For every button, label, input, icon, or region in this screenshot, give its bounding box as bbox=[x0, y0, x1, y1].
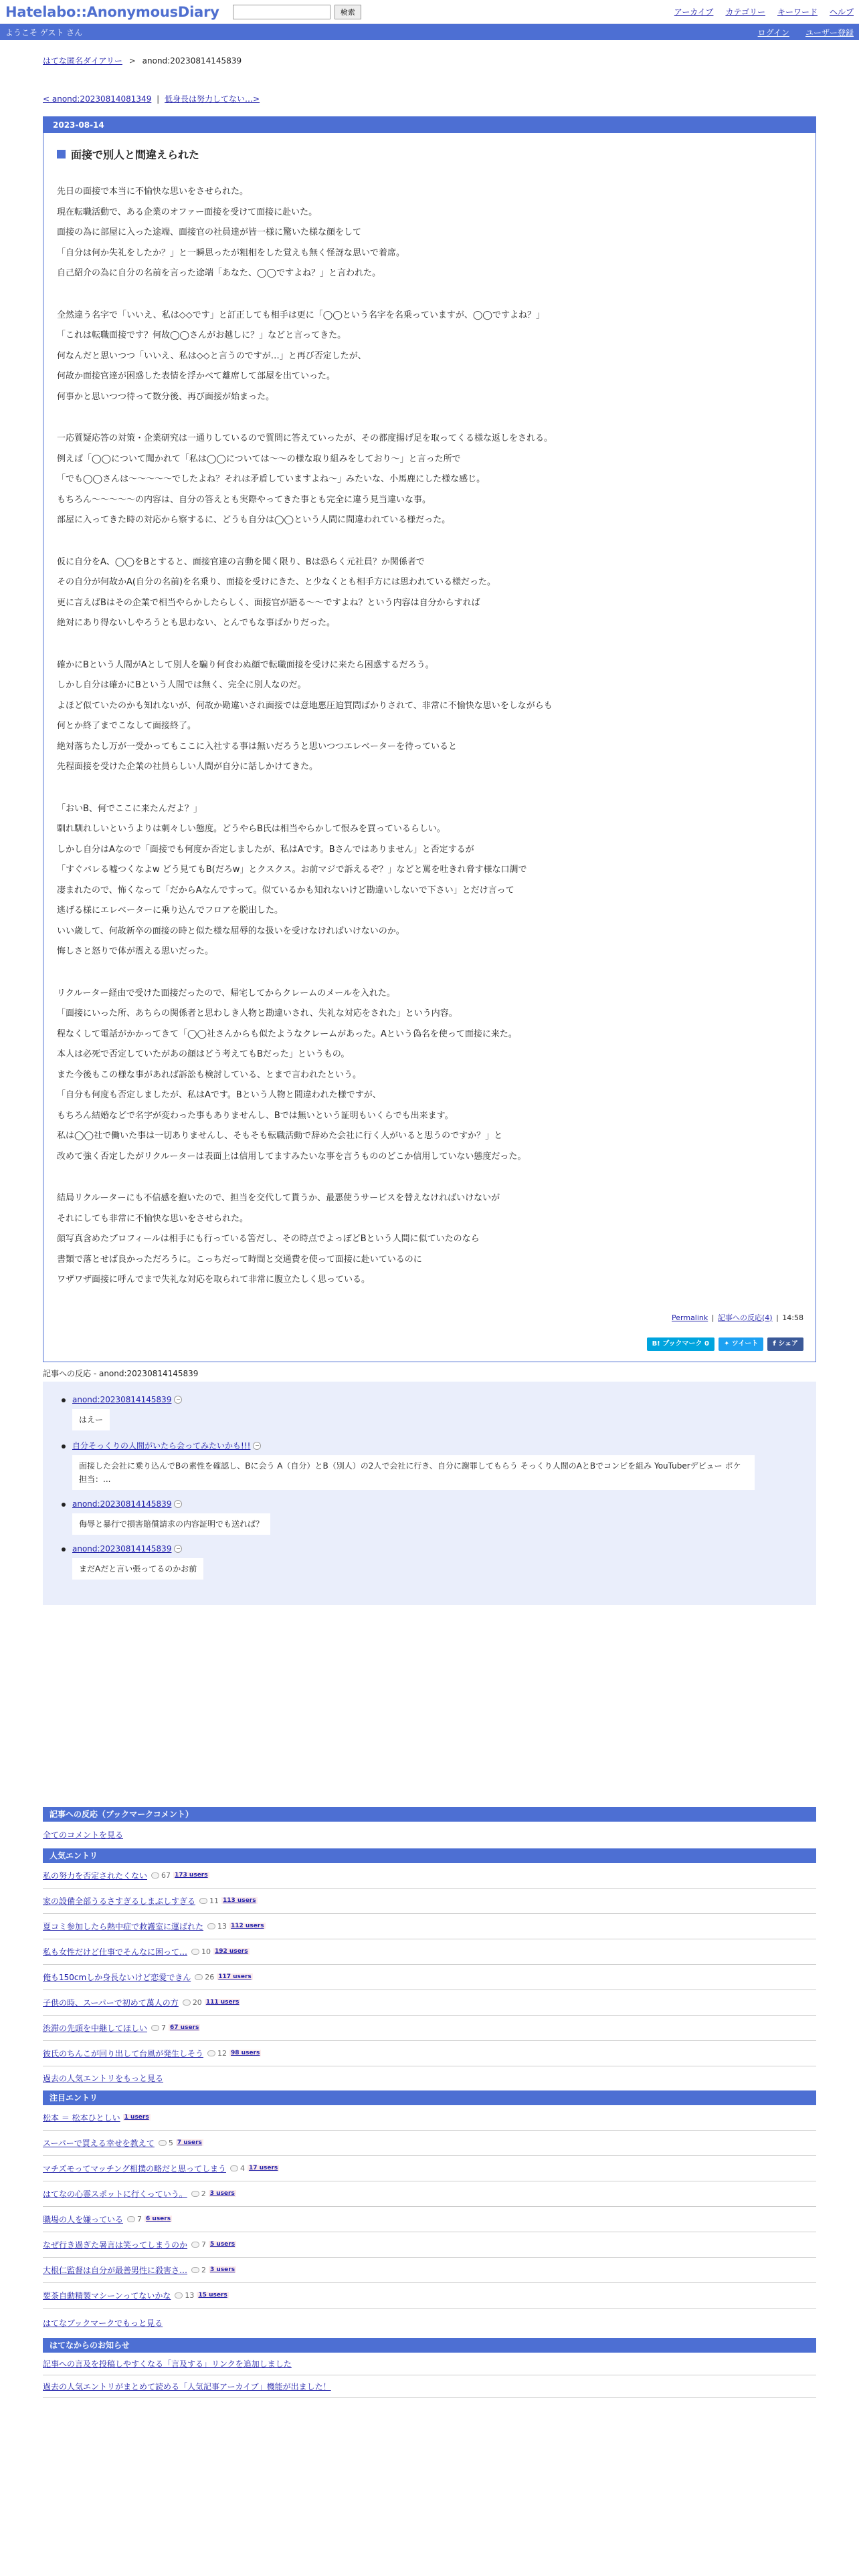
tweet-button[interactable] bbox=[719, 1337, 763, 1351]
prev-next-nav bbox=[43, 93, 816, 104]
comment-count[interactable] bbox=[175, 2291, 194, 2300]
entry-list-link[interactable]: 松本 ＝ 松本ひとしい bbox=[43, 2113, 120, 2123]
reactions-heading: 記事への反応 - anond:20230814145839 bbox=[43, 1368, 199, 1378]
reaction-link[interactable]: 自分そっくりの人間がいたら会ってみたいかも!!! bbox=[72, 1440, 251, 1451]
entry-text-line: 一応質疑応答の対策・企業研究は一通りしているので質問に答えていったが、その都度揚げ足を取ってくる様な返しをされる。 bbox=[57, 433, 553, 443]
comment-count-value: 10 bbox=[201, 1947, 211, 1956]
entry-text-line: 確かにBという人間がAとして別人を騙り何食わぬ顔で転職面接を受けに来たら困惑するだろう。 bbox=[57, 659, 434, 670]
entry-footer bbox=[43, 1312, 816, 1323]
comment-count[interactable] bbox=[191, 2189, 206, 2198]
popular-more-row bbox=[43, 2066, 816, 2090]
comment-count-value: 5 bbox=[168, 2138, 173, 2147]
entry-text-line: ワザワザ面接に呼んでまで失礼な対応を取られて非常に腹立たしく思っている。 bbox=[57, 1275, 371, 1285]
entry-text-line: 絶対にあり得ないしやろうとも思わない、とんでもな事ばかりだった。 bbox=[57, 618, 336, 628]
account-link[interactable]: ログイン bbox=[757, 27, 789, 37]
comment-bubble-icon bbox=[191, 2267, 199, 2273]
top-nav-link[interactable]: ヘルプ bbox=[829, 7, 854, 17]
comment-bubble-icon bbox=[183, 2000, 191, 2006]
bookmark-users-badge[interactable]: 111 users bbox=[205, 1999, 240, 2006]
entry-text-line: 「でも◯◯さんは〜〜〜〜〜でしたよね？それは矛盾していますよね〜」みたいな、小馬鹿にした様な感じ。 bbox=[57, 474, 486, 484]
reaction-item bbox=[72, 1395, 816, 1430]
reaction-item bbox=[72, 1440, 816, 1490]
entry-text-line: 結局リクルーターにも不信感を抱いたので、担当を交代して貰うか、最悪使うサービスを替えなければいけないが bbox=[57, 1193, 500, 1203]
entry-list-link[interactable]: 俺も150cmしか身長ないけど恋愛できん bbox=[43, 1972, 191, 1982]
entry-text-line: いい歳して、何故新卒の面接の時と似た様な屈辱的な扱いを受けなければいけないのか。 bbox=[57, 926, 405, 936]
popular-entries-list bbox=[43, 1863, 816, 2066]
blank-spacer bbox=[43, 1605, 816, 1807]
share-buttons bbox=[43, 1323, 816, 1362]
entry-list-row bbox=[43, 2232, 816, 2258]
top-nav bbox=[674, 6, 854, 17]
entry-text-line: 何とか終了までこなして面接終了。 bbox=[57, 721, 197, 731]
comment-count-value: 7 bbox=[137, 2214, 142, 2224]
comment-count-value: 12 bbox=[217, 2048, 227, 2058]
comment-count[interactable] bbox=[127, 2215, 142, 2224]
next-entry-link[interactable]: 低身長は努力してない…> bbox=[165, 94, 260, 104]
entry-list-link[interactable]: マチズモってマッチング相撲の略だと思ってしまう bbox=[43, 2163, 226, 2173]
comment-count[interactable] bbox=[195, 1973, 214, 1981]
top-header bbox=[0, 0, 859, 24]
entry-text-line: 何なんだと思いつつ「いいえ、私は◇◇と言うのですが…」と再び否定したが、 bbox=[57, 350, 367, 361]
reaction-link[interactable]: anond:20230814145839 bbox=[72, 1499, 172, 1509]
breadcrumb-separator: > bbox=[128, 56, 136, 66]
comment-bubble-icon bbox=[127, 2216, 135, 2222]
attention-entries-heading: 注目エントリ bbox=[43, 2090, 816, 2105]
comment-bubble-icon bbox=[191, 2191, 199, 2197]
account-links bbox=[758, 27, 854, 38]
comment-bubble-icon bbox=[230, 2165, 238, 2171]
entry-text-line: 何事かと思いつつ待って数分後、再び面接が始まった。 bbox=[57, 391, 275, 402]
entry-list-link[interactable]: 私の努力を否定されたくない bbox=[43, 1870, 148, 1881]
entry-text-line: 自己紹介の為に自分の名前を言った途端「あなた、◯◯ですよね？」と言われた。 bbox=[57, 268, 381, 278]
entry-list-link[interactable]: 私も女性だけど仕事でそんなに困って… bbox=[43, 1947, 188, 1957]
entry-text-line: もちろん結婚などで名字が変わった事もありませんし、Bでは無いという証明もいくらでも出来ます。 bbox=[57, 1110, 454, 1121]
permalink[interactable]: Permalink bbox=[672, 1313, 708, 1322]
comment-count[interactable] bbox=[199, 1897, 219, 1905]
collapse-toggle-icon[interactable]: − bbox=[174, 1545, 182, 1553]
bookmark-users-badge[interactable]: 192 users bbox=[215, 1948, 248, 1955]
reaction-header bbox=[72, 1544, 816, 1554]
entry-paragraph bbox=[57, 552, 816, 634]
comment-bubble-icon bbox=[175, 2292, 183, 2298]
entry-text-line: 現在転職活動で、ある企業のオファー面接を受けて面接に赴いた。 bbox=[57, 207, 318, 217]
entry-text-line: 私は◯◯社で働いた事は一切ありませんし、そもそも転職活動で辞めた会社に行く人がいると思うのですか？」と bbox=[57, 1131, 503, 1141]
entry-text-line: しかし自分はAなので「面接でも何度か否定しましたが、私はAです。Bさんではありません」と否定するが bbox=[57, 844, 474, 855]
collapse-toggle-icon[interactable]: − bbox=[253, 1442, 261, 1450]
prev-entry-link[interactable]: < anond:20230814081349 bbox=[43, 94, 152, 104]
reaction-link[interactable]: anond:20230814145839 bbox=[72, 1394, 172, 1404]
entry-text-line: よほど似ていたのかも知れないが、何故か勘違いされ面接では意地悪圧迫質問ばかりされて、非常に不愉快な思いをしながらも bbox=[57, 700, 553, 711]
footer-separator: | bbox=[776, 1313, 779, 1322]
breadcrumb bbox=[43, 55, 816, 66]
comment-count-value: 13 bbox=[185, 2290, 195, 2300]
entry-text-line: また今後もこの様な事があれば訴訟も検討している、とまで言われたという。 bbox=[57, 1069, 362, 1080]
entry-text-line: 何故か面接官達が困惑した表情を浮かべて離席して部屋を出ていった。 bbox=[57, 371, 336, 381]
entry-paragraph bbox=[57, 429, 816, 531]
comment-count[interactable] bbox=[183, 1998, 202, 2007]
entry-list-link[interactable]: 渋滞の先頭を中継してほしい bbox=[43, 2023, 148, 2033]
attention-more-link[interactable]: はてなブックマークでもっと見る bbox=[43, 2319, 163, 2328]
entry-list-row bbox=[43, 2181, 816, 2207]
comment-count-value: 20 bbox=[192, 1998, 202, 2007]
entry-title bbox=[57, 146, 816, 162]
entry-text-line: 顔写真含めたプロフィールは相手にも行っている筈だし、その時点でよっぽどBという人間に似ていたのなら bbox=[57, 1234, 480, 1244]
entry-text-line: 「自分も何度も否定しましたが、私はAです。Bという人物と間違われた様ですが、 bbox=[57, 1090, 381, 1100]
comment-count-value: 7 bbox=[161, 2023, 167, 2032]
entry-text-line: 仮に自分をA、◯◯をBとすると、面接官達の言動を聞く限り、Bは恐らく元社員？か関係者で bbox=[57, 556, 425, 567]
comment-bubble-icon bbox=[207, 2050, 215, 2056]
entry-text-line: 「これは転職面接です？何故◯◯さんがお越しに？」などと言ってきた。 bbox=[57, 330, 347, 340]
comment-count[interactable] bbox=[207, 1922, 227, 1931]
comment-count-value: 2 bbox=[201, 2265, 207, 2274]
attention-entries-list bbox=[43, 2105, 816, 2309]
breadcrumb-current: anond:20230814145839 bbox=[142, 56, 242, 66]
entry-title-text: 面接で別人と間違えられた bbox=[71, 148, 200, 161]
entry-time: 14:58 bbox=[782, 1313, 803, 1322]
entry-paragraph bbox=[57, 984, 816, 1168]
main-container bbox=[43, 55, 816, 2398]
bookmark-users-badge[interactable]: 3 users bbox=[209, 2190, 235, 2197]
entry-list-row bbox=[43, 2016, 816, 2041]
comment-count[interactable] bbox=[207, 2049, 227, 2058]
comment-bubble-icon bbox=[199, 1898, 207, 1904]
entry-list-row bbox=[43, 1965, 816, 1990]
popular-more-link[interactable]: 過去の人気エントリをもっと見る bbox=[43, 2074, 164, 2083]
bookmark-users-badge[interactable]: 6 users bbox=[146, 2216, 171, 2222]
entry-text-line: 本人は必死で否定していたがあの顔はどう考えてもBだった」というもの。 bbox=[57, 1049, 350, 1059]
bookmark-comments-heading: 記事への反応（ブックマークコメント） bbox=[43, 1807, 816, 1822]
facebook-icon: f bbox=[773, 1339, 779, 1348]
entry-text-line: 面接の為に部屋に入った途端、面接官の社員達が皆一様に驚いた様な顔をして bbox=[57, 227, 362, 237]
comment-count[interactable] bbox=[191, 2266, 206, 2274]
prev-next-separator: | bbox=[157, 94, 160, 104]
entry-text-line: 先程面接を受けた企業の社員らしい人間が自分に話しかけてきた。 bbox=[57, 762, 318, 772]
comment-count-value: 11 bbox=[209, 1896, 219, 1905]
welcome-text: ようこそ ゲスト さん bbox=[5, 27, 83, 37]
comment-count-value: 26 bbox=[205, 1972, 215, 1981]
account-link[interactable]: ユーザー登録 bbox=[805, 27, 854, 37]
diary-entry bbox=[43, 116, 816, 1362]
comment-count[interactable] bbox=[159, 2139, 173, 2147]
bookmark-users-badge[interactable]: 7 users bbox=[177, 2139, 202, 2146]
notices-heading: はてなからのお知らせ bbox=[43, 2338, 816, 2353]
breadcrumb-root-link[interactable]: はてな匿名ダイアリー bbox=[43, 56, 122, 66]
entry-list-link[interactable]: はてなの心霊スポットに行くっていう。 bbox=[43, 2189, 187, 2199]
twitter-bird-icon: ✦ bbox=[723, 1339, 732, 1348]
bookmark-users-badge[interactable]: 17 users bbox=[248, 2165, 278, 2171]
bookmark-users-badge[interactable]: 112 users bbox=[231, 1923, 264, 1929]
entry-list-row bbox=[43, 1990, 816, 2016]
entry-list-link[interactable]: 大根仁監督は自分が最善男性に殺害さ… bbox=[43, 2265, 188, 2275]
entry-list-row bbox=[43, 2258, 816, 2283]
top-nav-link[interactable]: カテゴリー bbox=[725, 7, 765, 17]
entry-text-line: 悔しさと怒りで体が震える思いだった。 bbox=[57, 946, 214, 956]
bookmark-users-badge[interactable]: 117 users bbox=[218, 1973, 252, 1980]
entry-paragraph bbox=[57, 799, 816, 962]
entry-list-row bbox=[43, 2105, 816, 2131]
entry-text-line: 改めて強く否定したがリクルーターは表面上は信用してますみたいな事を言うもののどこか信用していない態度だった。 bbox=[57, 1151, 527, 1162]
entry-list-link[interactable]: 彼氏のちんこが回り出して台風が発生しそう bbox=[43, 2048, 204, 2058]
collapse-toggle-icon[interactable]: − bbox=[174, 1396, 182, 1404]
entry-text-line: 「すぐバレる嘘つくなよw どう見てもB(だろw」とクスクス。お前マジで訴えるぞ？」などと罵を吐きれ脅す様な口調で bbox=[57, 865, 527, 875]
entry-text-line: 「面接にいった所、あちらの関係者と思わしき人物と勘違いされ、失礼な対応をされた」という内容。 bbox=[57, 1008, 458, 1018]
reaction-body: まだAだと言い張ってるのかお前 bbox=[72, 1558, 203, 1580]
entry-list-row bbox=[43, 2283, 816, 2309]
entry-list-row bbox=[43, 1863, 816, 1889]
bookmark-users-badge[interactable]: 67 users bbox=[170, 2024, 199, 2031]
popular-entries-heading: 人気エントリ bbox=[43, 1848, 816, 1863]
entry-paragraph bbox=[57, 306, 816, 408]
search-input[interactable] bbox=[233, 5, 330, 19]
entry-text-line: その自分が何故かA(自分の名前)を名乗り、面接を受けにきた、と少なくとも相手方には思われている様だった。 bbox=[57, 577, 496, 587]
search-button[interactable]: 検索 bbox=[335, 5, 361, 19]
entry-paragraph bbox=[57, 655, 816, 778]
entry-list-link[interactable]: 家の設備全部うるさすぎるしまぶしすぎる bbox=[43, 1896, 196, 1906]
comment-count-value: 13 bbox=[217, 1921, 227, 1931]
comment-bubble-icon bbox=[151, 1872, 159, 1879]
entry-text-line: 全然違う名字で「いいえ、私は◇◇です」と訂正しても相手は更に「◯◯という名字を名乗っていますが、◯◯ですよね？」 bbox=[57, 310, 545, 320]
sub-header-bar bbox=[0, 24, 859, 40]
entry-text-line: 程なくして電話がかかってきて「◯◯社さんからも似たようなクレームがあった。Aという偽名を使って面接に来た。 bbox=[57, 1029, 517, 1039]
entry-list-link[interactable]: スーパーで買える幸せを教えて bbox=[43, 2138, 155, 2148]
notice-row bbox=[43, 2375, 816, 2398]
entry-list-row bbox=[43, 1914, 816, 1939]
reaction-header bbox=[72, 1395, 816, 1405]
entry-paragraph bbox=[57, 1188, 816, 1291]
entry-paragraph bbox=[57, 182, 816, 284]
entry-list-link[interactable]: 子供の時、スーパーで初めて萬人の方 bbox=[43, 1998, 179, 2008]
entry-text-line: 更に言えばBはその企業で相当やらかしたらしく、面接官が語る〜〜ですよね？という内容は自分からすれば bbox=[57, 597, 480, 608]
entry-text-line: 凄まれたので、怖くなって「だからAなんですって。似ているかも知れないけど勘違いしないで下さい」とだけ言って bbox=[57, 885, 514, 895]
bookmark-users-badge[interactable]: 3 users bbox=[210, 2266, 235, 2273]
hatena-bookmark-button[interactable]: B! ブックマーク 0 bbox=[647, 1337, 714, 1351]
all-comments-link[interactable]: 全てのコメントを見る bbox=[43, 1830, 124, 1840]
comment-bubble-icon bbox=[191, 1949, 199, 1955]
title-square-icon bbox=[57, 150, 66, 158]
bookmark-users-badge[interactable]: 173 users bbox=[175, 1872, 208, 1879]
reaction-item bbox=[72, 1544, 816, 1580]
entry-list-link[interactable]: 職場の人を嫌っている bbox=[43, 2214, 124, 2224]
entry-text-line: 逃げる様にエレベーターに乗り込んでフロアを脱出した。 bbox=[57, 905, 284, 916]
comment-count[interactable] bbox=[230, 2164, 245, 2173]
all-comments-row bbox=[43, 1822, 816, 1848]
notice-row bbox=[43, 2353, 816, 2375]
entry-body bbox=[57, 182, 816, 1291]
entry-text-line: 部屋に入ってきた時の対応から察するに、どうも自分は◯◯という人間に間違われている様だった。 bbox=[57, 515, 451, 525]
entry-text-line: リクルーター経由で受けた面接だったので、帰宅してからクレームのメールを入れた。 bbox=[57, 988, 395, 998]
comment-count[interactable] bbox=[191, 2240, 206, 2249]
bookmark-users-badge[interactable]: 98 users bbox=[231, 2050, 260, 2056]
comment-count[interactable] bbox=[191, 1947, 211, 1956]
tweet-label: ツイート bbox=[731, 1339, 759, 1348]
entry-list-row bbox=[43, 2207, 816, 2232]
entry-list-row bbox=[43, 2156, 816, 2181]
reaction-body: はえー bbox=[72, 1409, 110, 1430]
reactions-list bbox=[43, 1382, 816, 1605]
notice-link[interactable]: 記事への言及を投稿しやすくなる「言及する」リンクを追加しました bbox=[43, 2359, 292, 2369]
reaction-body: 面接した会社に乗り込んでBの素性を確認し、Bに会う A（自分）とB（別人）の2人で会社に行き、自分に謝罪してもらう そっくり人間のAとBでコンビを組み YouTuberデビュー ポケ担当：... bbox=[72, 1455, 755, 1490]
entry-text-line: 書類で落とせば良かっただろうに。こっちだって時間と交通費を使って面接に赴いているのに bbox=[57, 1254, 422, 1265]
attention-more-row bbox=[43, 2309, 816, 2338]
entry-text-line: しかし自分は確かにBという人間では無く、完全に別人なのだ。 bbox=[57, 680, 306, 690]
entry-text-line: 馴れ馴れしいというよりは刺々しい態度。どうやらB氏は相当やらかして恨みを買っているらしい。 bbox=[57, 824, 446, 834]
entry-list-row bbox=[43, 1889, 816, 1914]
site-logo[interactable]: Hatelabo::AnonymousDiary bbox=[5, 3, 219, 20]
entry-list-row bbox=[43, 2041, 816, 2066]
top-nav-link[interactable]: アーカイブ bbox=[674, 7, 714, 17]
comment-bubble-icon bbox=[207, 1923, 215, 1929]
facebook-share-label: シェア bbox=[778, 1339, 798, 1348]
comment-count-value: 7 bbox=[201, 2240, 207, 2249]
reactions-count-link[interactable]: 記事への反応(4) bbox=[717, 1313, 773, 1322]
comment-count-value: 2 bbox=[201, 2189, 206, 2198]
bookmark-users-badge[interactable]: 15 users bbox=[198, 2292, 227, 2298]
facebook-share-button[interactable] bbox=[767, 1337, 803, 1351]
reaction-item bbox=[72, 1499, 816, 1535]
notice-link[interactable]: 過去の人気エントリがまとめて読める「人気記事アーカイブ」機能が出ました！ bbox=[43, 2381, 331, 2391]
entry-text-line: 例えば「◯◯について聞かれて「私は◯◯については〜〜の様な取り組みをしており〜」と言った所で bbox=[57, 453, 461, 464]
bookmark-users-badge[interactable]: 113 users bbox=[223, 1897, 256, 1904]
entry-text-line: それにしても非常に不愉快な思いをさせられた。 bbox=[57, 1213, 249, 1224]
entry-text-line: 「おいB、何でここに来たんだよ？」 bbox=[57, 803, 202, 814]
comment-count[interactable] bbox=[151, 1871, 171, 1880]
entry-date: 2023-08-14 bbox=[43, 117, 816, 133]
comment-bubble-icon bbox=[191, 2242, 199, 2248]
notices-list bbox=[43, 2353, 816, 2398]
entry-list-link[interactable]: 要茶自動精製マシーンってないかな bbox=[43, 2290, 171, 2300]
entry-text-line: 先日の面接で本当に不愉快な思いをさせられた。 bbox=[57, 187, 249, 197]
entry-text-line: 絶対落ちたし万が一受かってもここに入社する事は無いだろうと思いつつエレベーターを待っていると bbox=[57, 741, 458, 752]
bookmark-users-badge[interactable]: 5 users bbox=[210, 2241, 235, 2248]
collapse-toggle-icon[interactable]: − bbox=[174, 1500, 182, 1508]
top-nav-link[interactable]: キーワード bbox=[777, 7, 818, 17]
entry-list-row bbox=[43, 2131, 816, 2156]
reaction-link[interactable]: anond:20230814145839 bbox=[72, 1543, 172, 1553]
comment-count-value: 4 bbox=[240, 2163, 245, 2173]
bookmark-users-badge[interactable]: 1 users bbox=[124, 2114, 149, 2121]
comment-bubble-icon bbox=[195, 1974, 203, 1980]
footer-separator: | bbox=[711, 1313, 714, 1322]
entry-list-link[interactable]: 夏コミ参加したら熱中症で救護室に運ばれた bbox=[43, 1921, 204, 1931]
reaction-header bbox=[72, 1499, 816, 1509]
comment-bubble-icon bbox=[151, 2025, 159, 2031]
entry-text-line: 「自分は何か失礼をしたか？」と一瞬思ったが粗相をした覚えも無く怪訝な思いで着席。 bbox=[57, 247, 405, 258]
comment-count[interactable] bbox=[151, 2024, 166, 2032]
comment-bubble-icon bbox=[159, 2140, 167, 2146]
entry-list-row bbox=[43, 1939, 816, 1965]
entry-text-line: もちろん〜〜〜〜〜の内容は、自分の答えとも実際やってきた事とも完全に違う見当違いな事。 bbox=[57, 494, 432, 505]
entry-list-link[interactable]: なぜ行き過ぎた暑言は笑ってしまうのか bbox=[43, 2240, 188, 2250]
reaction-header bbox=[72, 1440, 816, 1451]
reaction-body: 侮辱と暴行で損害賠償請求の内容証明でも送れば？ bbox=[72, 1513, 270, 1535]
comment-count-value: 67 bbox=[161, 1870, 171, 1880]
